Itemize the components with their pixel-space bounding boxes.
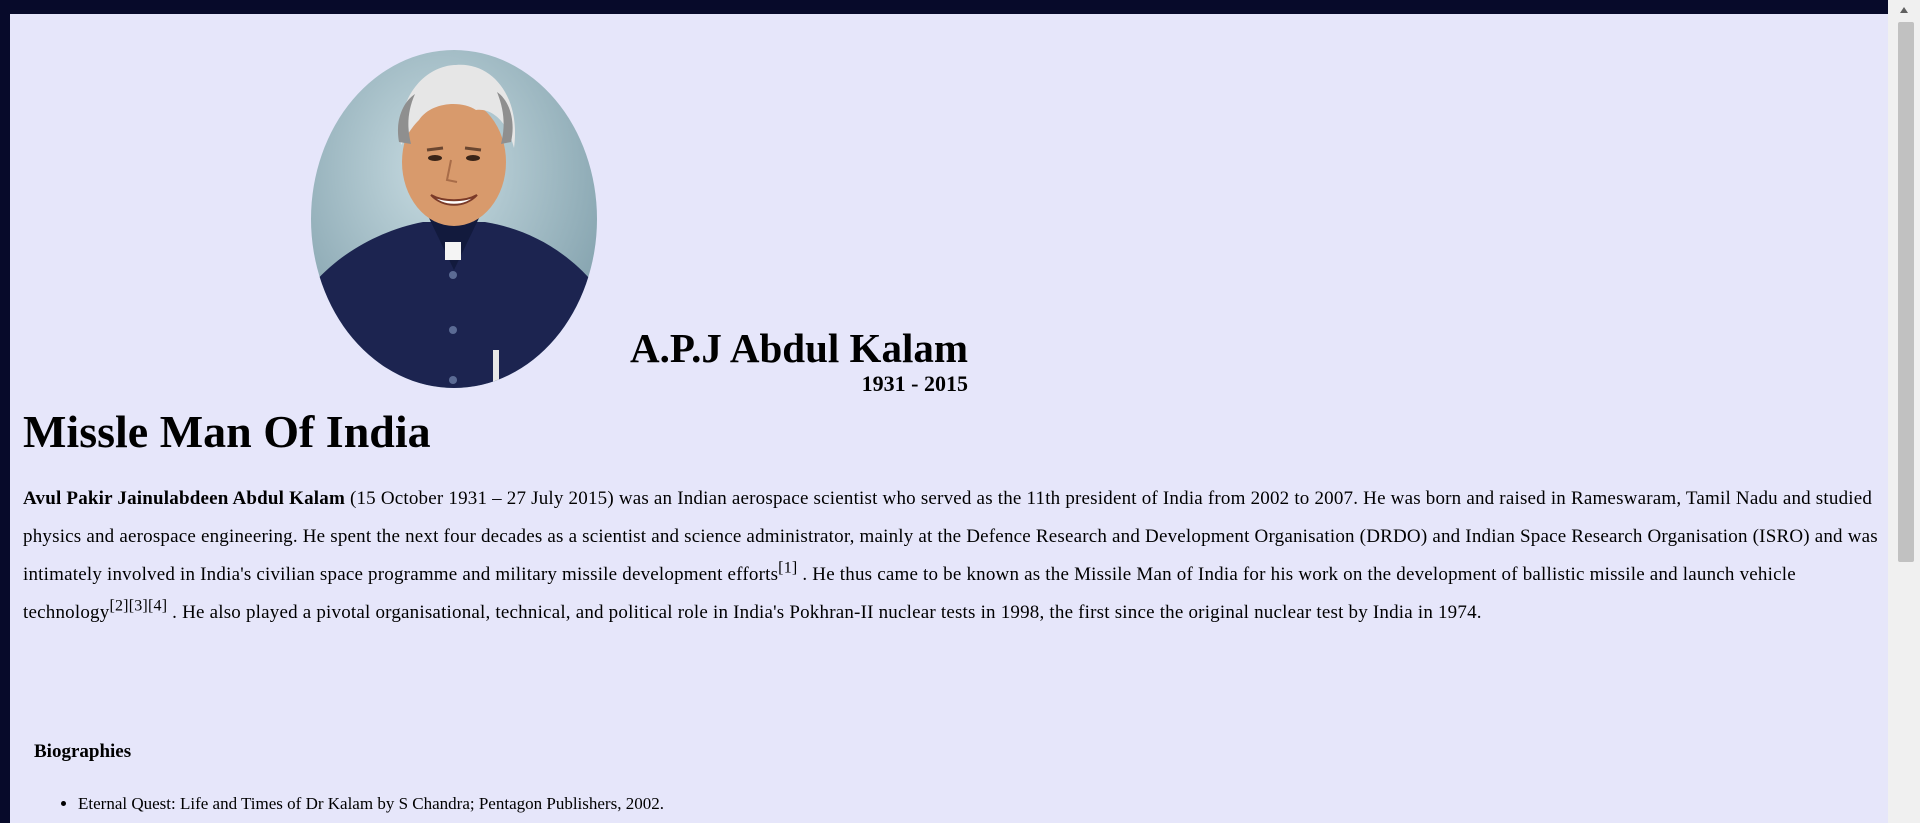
page-viewport [10,14,1888,823]
list-item: • Eternal Quest: Life and Times of Dr Kalam by S Chandra; Pentagon Publishers, 2002. [78,794,664,814]
portrait-illustration [311,50,597,388]
chevron-up-icon [1899,6,1909,14]
citation-2[interactable]: [2] [109,597,129,615]
biographies-heading: Biographies [34,741,132,762]
scrollbar-thumb[interactable] [1898,22,1914,562]
citation-3[interactable]: [3] [128,597,148,615]
intro-text-part-3: . He also played a pivotal organisational, technical, and political role in India's Pokhran-II nuclear tests in 1998, the first since the original nuclear test by India in 1974. [167,602,1482,623]
portrait-image [311,50,597,388]
citation-4[interactable]: [4] [147,597,168,615]
citation-1[interactable]: [1] [778,559,798,577]
page-title: Missle Man Of India [23,406,431,457]
person-name: A.P.J Abdul Kalam [630,325,968,371]
biographies-list [34,794,664,814]
vertical-scrollbar[interactable] [1888,0,1920,823]
intro-paragraph [23,480,1883,632]
scroll-up-button[interactable] [1888,0,1920,20]
intro-bold-name: Avul Pakir Jainulabdeen Abdul Kalam [23,488,345,509]
intro-text-part-2: . He thus came to be known as the Missile Man of India for his work on the development of ballistic missile and launch vehicle technology [23,564,1796,623]
intro-text-part-1: (15 October 1931 – 27 July 2015) was an Indian aerospace scientist who served as the 11th president of India from 2002 to 2007. He was born and raised in Rameswaram, Tamil Nadu and studied physics and aerospace engineering. He spent the next four decades as a scientist and science administrator, mainly at the Defence Research and Development Organisation (DRDO) and Indian Space Research Organisation (ISRO) and was intimately involved in India's civilian space programme and military missile development efforts [23,488,1878,585]
life-years: 1931 - 2015 [861,371,968,396]
